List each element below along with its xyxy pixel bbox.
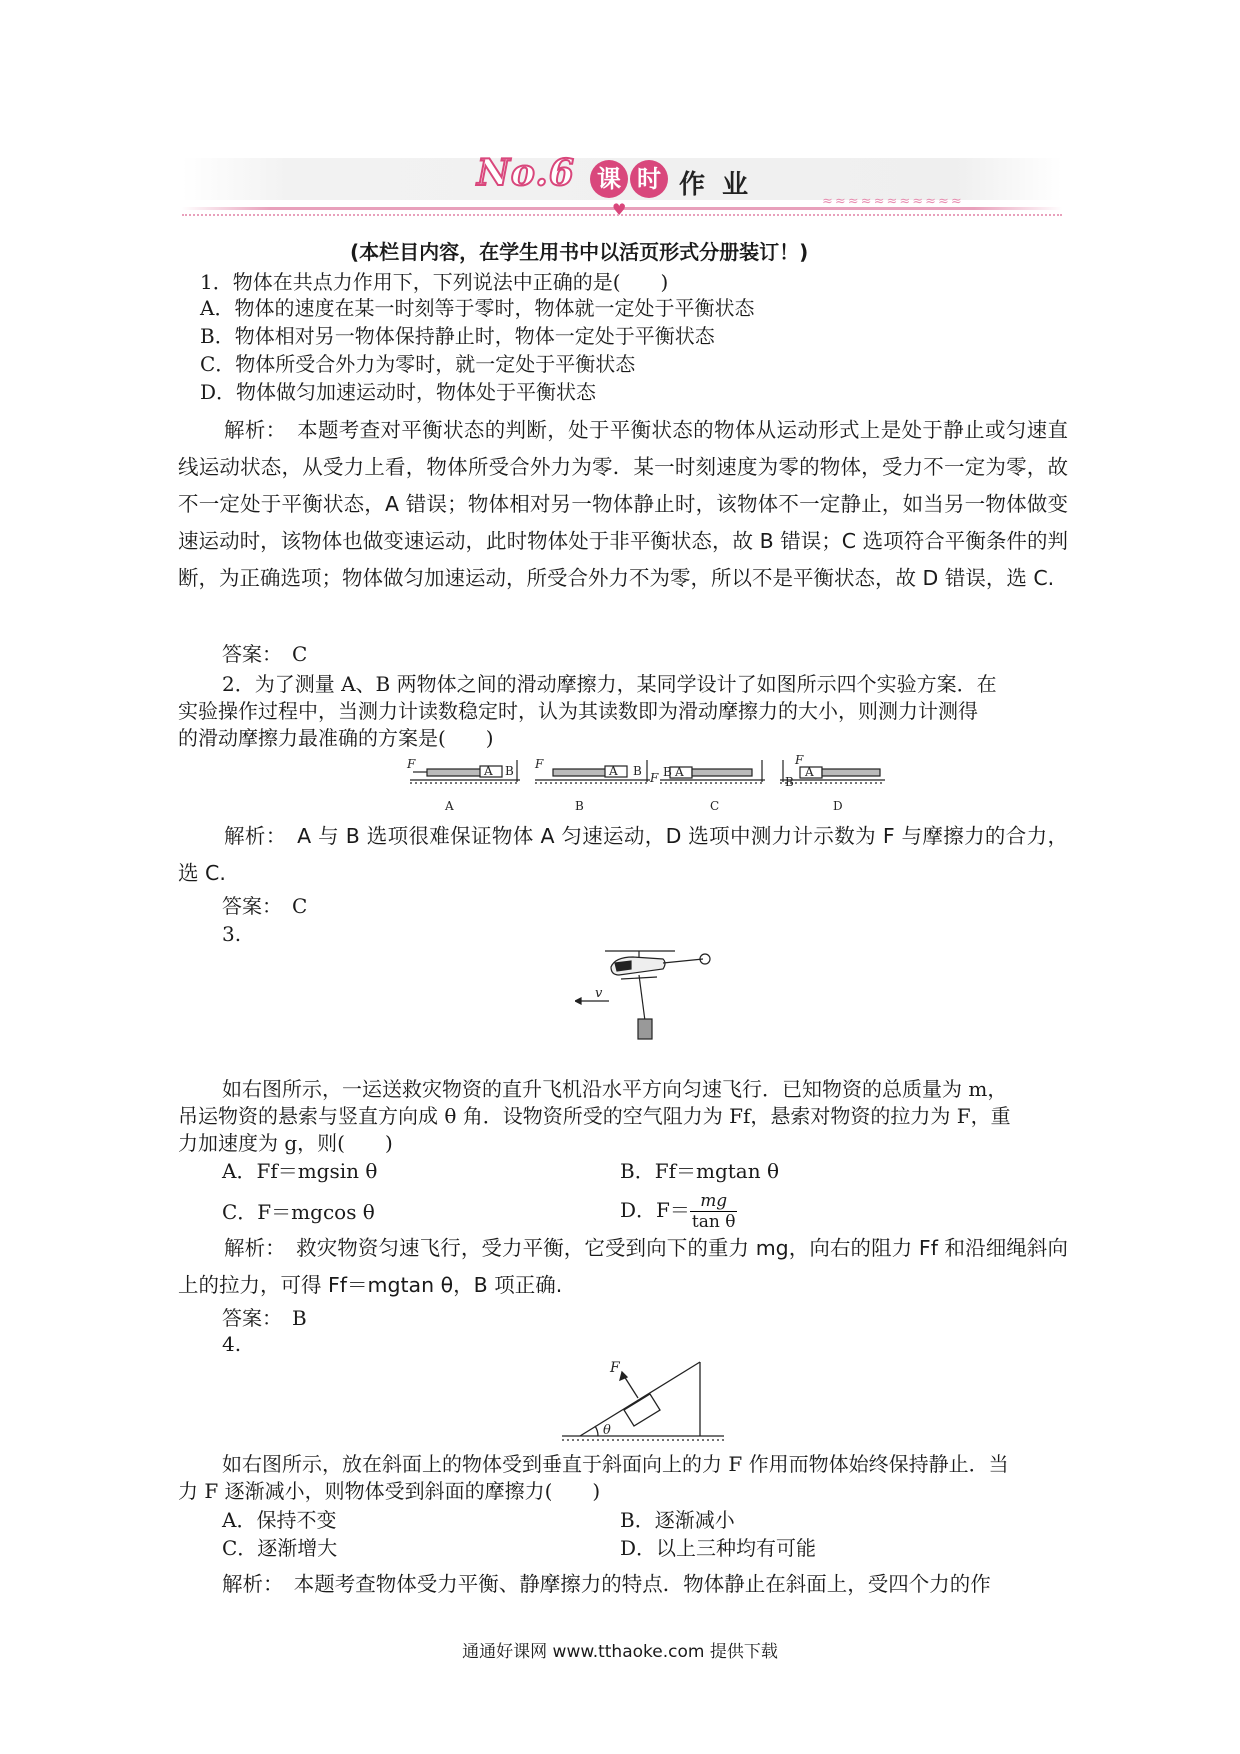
ke-badge: 课 — [590, 160, 628, 198]
q2-fig-b-label-c: B — [663, 765, 672, 779]
q1-option-a: A．物体的速度在某一时刻等于零时，物体就一定处于平衡状态 — [200, 296, 755, 320]
q4-stem-line2: 力 F 逐渐减小，则物体受到斜面的摩擦力( ) — [178, 1479, 601, 1503]
q3-option-d-fraction — [690, 1191, 738, 1232]
intro-note: (本栏目内容，在学生用书中以活页形式分册装订！) — [350, 240, 809, 264]
q2-analysis: 解析： A 与 B 选项很难保证物体 A 匀速运动，D 选项中测力计示数为 F 与摩擦力的合力，选 C. — [178, 824, 1068, 885]
q3-option-b: B．Ff＝mgtan θ — [620, 1159, 779, 1183]
q4-option-d: D．以上三种均有可能 — [620, 1536, 817, 1560]
q3-option-d-denominator: tan θ — [691, 1212, 736, 1232]
q3-option-d — [620, 1186, 737, 1234]
q4-option-a: A．保持不变 — [222, 1508, 337, 1532]
q3-stem-line3: 力加速度为 g，则( ) — [178, 1131, 393, 1155]
q4-option-c: C．逐渐增大 — [222, 1536, 338, 1560]
q4-incline-figure — [558, 1352, 728, 1444]
q2-fig-b-label-a: B — [505, 764, 514, 778]
banner-dotted-rule — [182, 214, 1062, 216]
q3-stem-line2: 吊运物资的悬索与竖直方向成 θ 角．设物资所受的空气阻力为 Ff，悬索对物资的拉力为 F，重 — [178, 1104, 1011, 1128]
q2-fig-f-label-c: F — [650, 771, 659, 785]
homework-label: 作 业 — [679, 170, 753, 200]
q3-answer: 答案： B — [222, 1306, 307, 1330]
q1-option-b: B．物体相对另一物体保持静止时，物体一定处于平衡状态 — [200, 324, 715, 348]
q2-fig-f-label-b: F — [535, 757, 544, 771]
q3-stem-line1: 如右图所示，一运送救灾物资的直升飞机沿水平方向匀速飞行．已知物资的总质量为 m， — [222, 1077, 1008, 1101]
q1-option-d: D．物体做匀加速运动时，物体处于平衡状态 — [200, 380, 597, 404]
q2-fig-a-block-a: A — [484, 764, 493, 778]
q2-fig-f-label-a: F — [407, 757, 416, 771]
q2-fig-b-label-b: B — [633, 764, 642, 778]
shi-badge: 时 — [630, 160, 668, 198]
q4-analysis: 解析： 本题考查物体受力平衡、静摩擦力的特点．物体静止在斜面上，受四个力的作 — [222, 1572, 991, 1596]
q2-fig-caption-a: A — [445, 799, 454, 813]
q2-stem-line3: 的滑动摩擦力最准确的方案是( ) — [178, 726, 494, 750]
q2-stem-line2: 实验操作过程中，当测力计读数稳定时，认为其读数即为滑动摩擦力的大小，则测力计测得 — [178, 699, 978, 723]
q2-fig-a-block-d: A — [805, 765, 814, 779]
q2-fig-a-block-b: A — [609, 764, 618, 778]
q1-analysis: 解析： 本题考查对平衡状态的判断，处于平衡状态的物体从运动形式上是处于静止或匀速直线运动状态，从受力上看，物体所受合外力为零．某一时刻速度为零的物体，受力不一定为零，故不一定处于平衡状态，A 错误；物体相对另一物体静止时，该物体不一定静止，如当另一物体做变速运动时，该物体也做变速运动，此时物体处于非平衡状态，故 B 错误；C 选项符合平衡条件的判断，为正确选项；物体做匀加速运动，所受合外力不为零，所以不是平衡状态，故 D 错误，选 C. — [178, 418, 1068, 590]
q3-option-d-prefix: D．F＝ — [620, 1198, 690, 1222]
q3-option-a: A．Ff＝mgsin θ — [222, 1159, 378, 1183]
q2-fig-b-label-d: B — [785, 775, 794, 789]
q2-fig-caption-c: C — [710, 799, 720, 813]
lesson-banner — [182, 150, 1062, 220]
q4-fig-force-label: F — [610, 1360, 620, 1376]
q2-experiment-figure — [405, 752, 885, 814]
q3-option-d-numerator: mg — [690, 1191, 738, 1212]
q4-number: 4. — [222, 1332, 242, 1356]
q2-fig-caption-b: B — [575, 799, 584, 813]
zigzag-ornament-icon: ≈≈≈≈≈≈≈≈≈≈≈ — [822, 194, 964, 209]
q3-analysis: 解析： 救灾物资匀速飞行，受力平衡，它受到向下的重力 mg，向右的阻力 Ff 和沿细绳斜向上的拉力，可得 Ff＝mgtan θ，B 项正确. — [178, 1236, 1068, 1297]
q4-stem-line1: 如右图所示，放在斜面上的物体受到垂直于斜面向上的力 F 作用而物体始终保持静止．当 — [222, 1452, 1009, 1476]
q4-fig-theta-label: θ — [603, 1423, 611, 1438]
q2-fig-caption-d: D — [833, 799, 843, 813]
q2-stem-line1: 2．为了测量 A、B 两物体之间的滑动摩擦力，某同学设计了如图所示四个实验方案．在 — [222, 672, 997, 696]
q4-option-b: B．逐渐减小 — [620, 1508, 735, 1532]
q2-fig-f-label-d: F — [795, 753, 804, 767]
heart-icon: ♥ — [612, 200, 627, 219]
q2-fig-a-block-c: A — [675, 765, 684, 779]
q3-number: 3. — [222, 922, 242, 946]
q1-answer: 答案： C — [222, 642, 308, 666]
q3-fig-velocity-label: v — [595, 986, 603, 1001]
q2-answer: 答案： C — [222, 894, 308, 918]
lesson-number: No.6 — [477, 152, 575, 194]
q3-option-c: C．F＝mgcos θ — [222, 1200, 375, 1224]
q1-option-c: C．物体所受合外力为零时，就一定处于平衡状态 — [200, 352, 636, 376]
page-footer: 通通好课网 www.tthaoke.com 提供下载 — [462, 1642, 778, 1662]
q3-helicopter-figure — [575, 945, 715, 1055]
q1-stem: 1．物体在共点力作用下，下列说法中正确的是( ) — [200, 270, 669, 294]
